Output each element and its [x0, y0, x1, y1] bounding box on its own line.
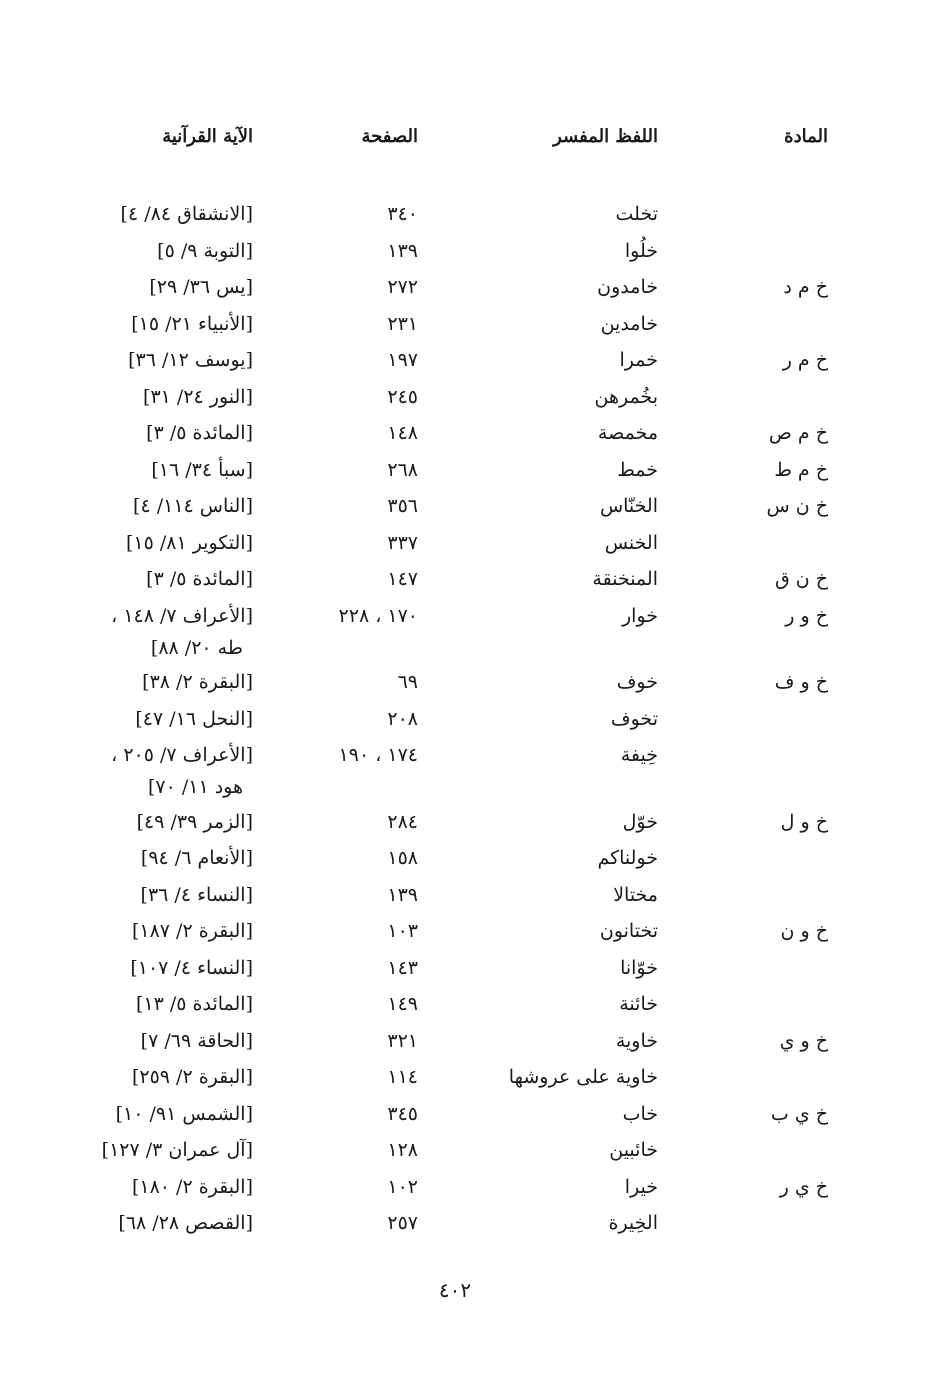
index-word: خوّانا [620, 957, 658, 979]
index-verse-ref-continued: هود ١١/ ٧٠] [147, 776, 243, 798]
index-verse-ref: [الحاقة ٦٩/ ٧] [140, 1030, 253, 1052]
index-verse-ref: [الأعراف ٧/ ٢٠٥ ، [111, 744, 253, 766]
index-verse-ref: [البقرة ٢/ ١٨٠] [131, 1176, 253, 1198]
index-page-ref: ١٠٣ [387, 920, 418, 942]
index-verse-ref: [البقرة ٢/ ١٨٧] [131, 920, 253, 942]
index-page-ref: ٢٧٢ [387, 276, 418, 298]
index-word: مخمصة [597, 422, 658, 444]
index-page-ref: ٢٣١ [387, 313, 418, 335]
index-page-ref: ١٤٣ [387, 957, 418, 979]
index-verse-ref: [الأنبياء ٢١/ ١٥] [131, 313, 253, 335]
index-page-ref: ١٠٢ [387, 1176, 418, 1198]
index-word: خائنة [619, 993, 658, 1015]
index-word: خمط [617, 459, 658, 481]
index-page-ref: ٦٩ [397, 671, 418, 693]
index-word: خولناكم [597, 847, 658, 869]
index-page-ref: ١١٤ [387, 1066, 418, 1088]
index-word: خِيفة [620, 744, 658, 766]
index-root: خ ن س [766, 495, 828, 517]
index-verse-ref: [المائدة ٥/ ١٣] [135, 993, 253, 1015]
index-verse-ref: [التكوير ٨١/ ١٥] [125, 532, 253, 554]
index-word: خلُوا [624, 240, 658, 262]
index-page-ref: ١٤٨ [387, 422, 418, 444]
index-root: خ م د [783, 276, 828, 298]
index-word: تختانون [599, 920, 658, 942]
index-page-ref: ٢٤٥ [387, 386, 418, 408]
index-verse-ref: [التوبة ٩/ ٥] [157, 240, 253, 262]
index-verse-ref: [النور ٢٤/ ٣١] [143, 386, 253, 408]
index-page-ref: ١٧٤ ، ١٩٠ [338, 744, 418, 766]
index-root: خ و ف [774, 671, 828, 693]
index-root: خ و ي [779, 1030, 828, 1052]
index-page-ref: ٣٤٠ [387, 203, 418, 225]
index-page-ref: ٢٥٧ [387, 1212, 418, 1234]
index-page-ref: ٣٤٥ [387, 1103, 418, 1125]
index-word: خوار [621, 605, 658, 627]
index-root: خ ن ق [774, 568, 828, 590]
index-page-ref: ٣٣٧ [387, 532, 418, 554]
index-verse-ref: [القصص ٢٨/ ٦٨] [118, 1212, 253, 1234]
index-word: خوّل [622, 811, 658, 833]
index-page-ref: ١٤٧ [387, 568, 418, 590]
index-verse-ref-continued: طه ٢٠/ ٨٨] [150, 637, 243, 659]
index-root: خ ي ب [770, 1103, 828, 1125]
index-word: خاب [622, 1103, 658, 1125]
index-page-ref: ١٣٩ [387, 240, 418, 262]
index-word: الخنس [604, 532, 658, 554]
index-verse-ref: [يس ٣٦/ ٢٩] [149, 276, 253, 298]
index-word: الخنّاس [599, 495, 658, 517]
index-root: خ م ص [768, 422, 828, 444]
index-word: خامدين [600, 313, 658, 335]
index-verse-ref: [الانشقاق ٨٤/ ٤] [120, 203, 253, 225]
index-root: خ م ر [782, 349, 828, 371]
index-page-ref: ١٥٨ [387, 847, 418, 869]
index-page-ref: ١٢٨ [387, 1139, 418, 1161]
index-word: خوف [616, 671, 658, 693]
index-word: خمرا [619, 349, 658, 371]
index-page-ref: ٣٥٦ [387, 495, 418, 517]
index-word: المنخنقة [592, 568, 658, 590]
index-root: خ و ل [780, 811, 828, 833]
header-root: المادة [784, 126, 828, 147]
index-root: خ و ر [785, 605, 828, 627]
index-word: خائبين [609, 1139, 658, 1161]
index-word: خاوية [615, 1030, 658, 1052]
index-word: بخُمرهن [594, 386, 658, 408]
index-word: الخِيرة [608, 1212, 658, 1234]
index-word: تخلت [615, 203, 658, 225]
index-page-ref: ٣٢١ [387, 1030, 418, 1052]
header-ref: الآية القرآنية [162, 126, 253, 147]
index-verse-ref: [الشمس ٩١/ ١٠] [115, 1103, 253, 1125]
index-page-ref: ٢٦٨ [387, 459, 418, 481]
index-word: خيرا [624, 1176, 658, 1198]
index-word: خامدون [597, 276, 658, 298]
index-page-ref: ١٧٠ ، ٢٢٨ [338, 605, 418, 627]
index-verse-ref: [آل عمران ٣/ ١٢٧] [101, 1139, 253, 1161]
index-page-ref: ٢٠٨ [387, 708, 418, 730]
index-root: خ م ط [774, 459, 828, 481]
index-word: خاوية على عروشها [508, 1066, 658, 1088]
index-verse-ref: [سبأ ٣٤/ ١٦] [151, 459, 253, 481]
index-verse-ref: [الأنعام ٦/ ٩٤] [140, 847, 253, 869]
page-number: ٤٠٢ [438, 1278, 472, 1302]
index-verse-ref: [المائدة ٥/ ٣] [146, 568, 253, 590]
index-word: تخوف [610, 708, 658, 730]
index-verse-ref: [المائدة ٥/ ٣] [146, 422, 253, 444]
index-verse-ref: [الزمر ٣٩/ ٤٩] [136, 811, 253, 833]
index-word: مختالا [613, 884, 658, 906]
index-page-ref: ١٤٩ [387, 993, 418, 1015]
header-page: الصفحة [361, 126, 418, 147]
index-verse-ref: [النساء ٤/ ٣٦] [140, 884, 253, 906]
header-word: اللفظ المفسر [553, 126, 658, 147]
index-verse-ref: [البقرة ٢/ ٢٥٩] [131, 1066, 253, 1088]
index-verse-ref: [البقرة ٢/ ٣٨] [142, 671, 253, 693]
index-verse-ref: [الناس ١١٤/ ٤] [133, 495, 253, 517]
index-verse-ref: [النساء ٤/ ١٠٧] [130, 957, 253, 979]
index-root: خ ي ر [779, 1176, 828, 1198]
index-page-ref: ١٣٩ [387, 884, 418, 906]
index-page-ref: ١٩٧ [387, 349, 418, 371]
index-page-ref: ٢٨٤ [387, 811, 418, 833]
index-verse-ref: [يوسف ١٢/ ٣٦] [128, 349, 253, 371]
index-verse-ref: [النحل ١٦/ ٤٧] [135, 708, 253, 730]
index-verse-ref: [الأعراف ٧/ ١٤٨ ، [111, 605, 253, 627]
index-root: خ و ن [780, 920, 828, 942]
